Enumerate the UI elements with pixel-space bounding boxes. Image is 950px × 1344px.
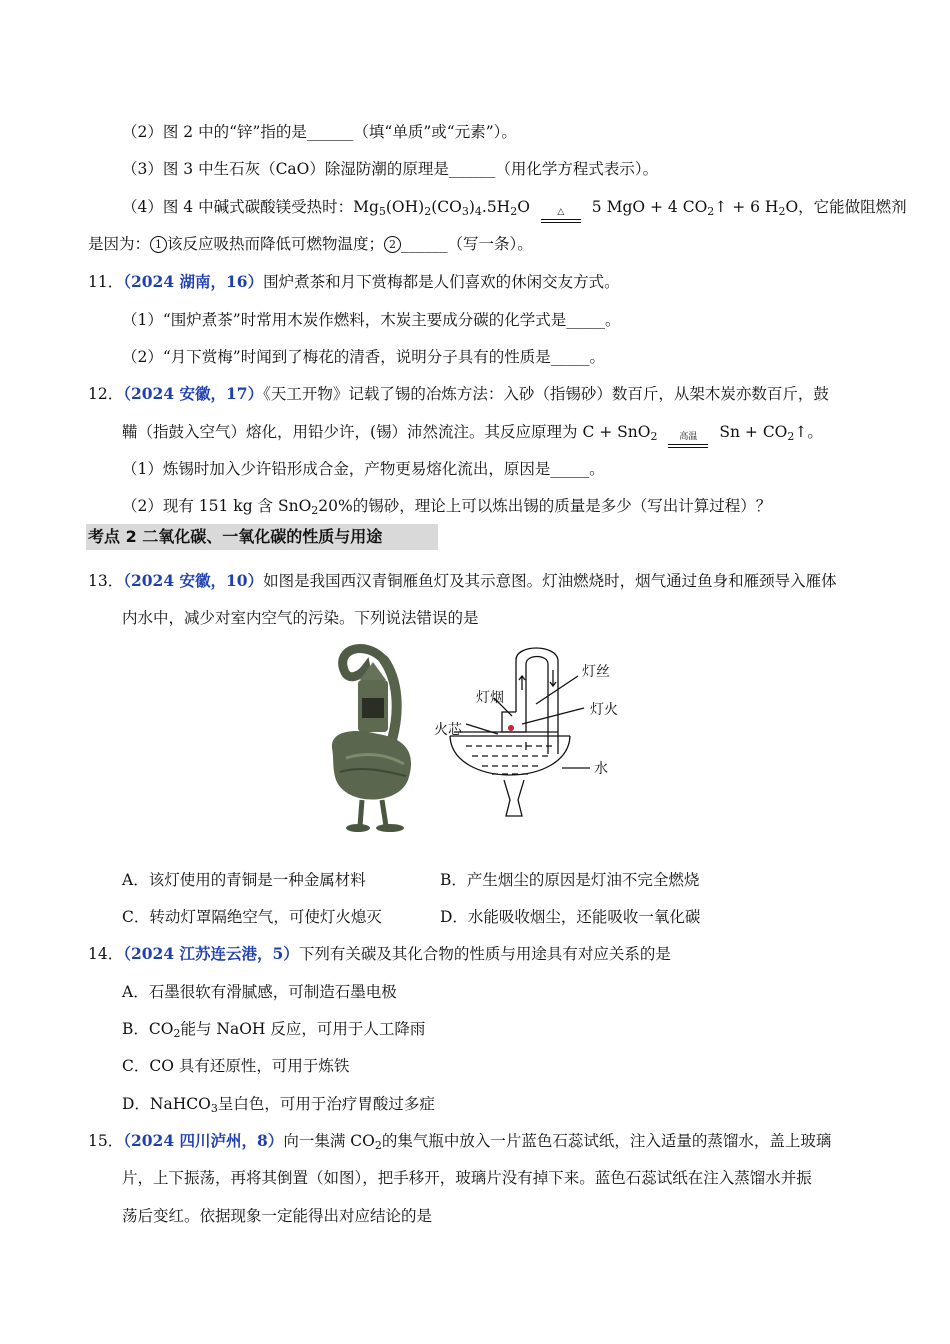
q13-stem-1: 13．（2024 安徽，10）如图是我国西汉青铜雁鱼灯及其示意图。灯油燃烧时，烟气通过鱼身和雁颈导入雁体 — [88, 571, 837, 590]
q14-option-a: A．石墨很软有滑腻感，可制造石墨电极 — [122, 983, 397, 1001]
q12-part-1: （1）炼锡时加入少许铅形成合金，产物更易熔化流出，原因是_____。 — [122, 460, 605, 478]
label-flame: 灯火 — [590, 702, 618, 718]
section-heading: 考点 2 二氧化碳、一氧化碳的性质与用途 — [86, 524, 438, 550]
q12-source: （2024 安徽，17） — [123, 384, 264, 403]
q11-part-1: （1）“围炉煮茶”时常用木炭作燃料，木炭主要成分碳的化学式是_____。 — [122, 311, 621, 329]
q13-option-b: B．产生烟尘的原因是灯油不完全燃烧 — [440, 871, 700, 889]
q15-stem-3: 荡后变红。依据现象一定能得出对应结论的是 — [122, 1207, 433, 1225]
q12-stem-1: 12．（2024 安徽，17）《天工开物》记载了锡的冶炼方法：入砂（指锡砂）数百斤，从架木炭亦数百斤，鼓 — [88, 384, 829, 403]
lamp-schematic — [450, 648, 590, 816]
q10-part-4: （4）图 4 中碱式碳酸镁受热时：$Mg_5(OH)_2(CO_3)_4.5H_2O$ △ 5 MgO + 4 $CO_2↑ + 6$ $H_2O$，它能做阻燃剂 — [122, 197, 907, 223]
q10-part-3: （3）图 3 中生石灰（CaO）除湿防潮的原理是______（用化学方程式表示）。 — [122, 160, 659, 178]
high-temp-condition: 高温 — [668, 432, 708, 448]
lamp-figure — [326, 640, 646, 836]
q14-source: （2024 江苏连云港，5） — [123, 944, 299, 963]
q14-option-c: C．CO 具有还原性，可用于炼铁 — [122, 1057, 350, 1075]
q15-stem-2: 片，上下振荡，再将其倒置（如图），把手移开，玻璃片没有掉下来。蓝色石蕊试纸在注入蒸馏水并振 — [122, 1169, 812, 1187]
lamp-illustration — [326, 640, 646, 836]
q11-part-2: （2）“月下赏梅”时闻到了梅花的清香，说明分子具有的性质是_____。 — [122, 348, 605, 366]
q14-option-b: B．$CO_2$能与 NaOH 反应，可用于人工降雨 — [122, 1020, 426, 1040]
q11-source: （2024 湖南，16） — [123, 272, 264, 291]
bronze-lamp-photo — [332, 649, 411, 832]
circle-1: 1 — [150, 236, 167, 253]
q14-option-d: D．NaHCO$_3$呈白色，可用于治疗胃酸过多症 — [122, 1095, 435, 1115]
q14-stem: 14．（2024 江苏连云港，5）下列有关碳及其化合物的性质与用途具有对应关系的是 — [88, 944, 671, 963]
label-smoke: 灯烟 — [476, 690, 504, 706]
q12-part-2: （2）现有 151 kg 含 SnO$_2$20%的锡砂，理论上可以炼出锡的质量是多少（写出计算过程）？ — [122, 497, 772, 517]
q13-option-a: A．该灯使用的青铜是一种金属材料 — [122, 871, 366, 889]
q13-stem-2: 内水中，减少对室内空气的污染。下列说法错误的是 — [122, 609, 479, 627]
label-core: 火芯 — [434, 722, 462, 738]
q15-source: （2024 四川泸州，8） — [123, 1131, 284, 1150]
q10-part-2: （2）图 2 中的“锌”指的是______（填“单质”或“元素”）。 — [122, 123, 517, 141]
q13-option-d: D．水能吸收烟尘，还能吸收一氧化碳 — [440, 908, 701, 926]
q15-stem-1: 15．（2024 四川泸州，8）向一集满 $CO_2$的集气瓶中放入一片蓝色石蕊试纸，注入适量的蒸馏水，盖上玻璃 — [88, 1131, 832, 1152]
circle-2: 2 — [384, 236, 401, 253]
q10-part-4-line2: 是因为： 1 该反应吸热而降低可燃物温度； 2 ______（写一条）。 — [88, 235, 533, 253]
q13-source: （2024 安徽，10） — [123, 571, 264, 590]
heat-condition: △ — [541, 207, 581, 223]
q13-option-c: C．转动灯罩隔绝空气，可使灯火熄灭 — [122, 908, 382, 926]
label-filament: 灯丝 — [582, 664, 610, 680]
q11-stem: 11．（2024 湖南，16）围炉煮茶和月下赏梅都是人们喜欢的休闲交友方式。 — [88, 272, 620, 291]
flame-dot — [508, 725, 514, 731]
q12-stem-2: 鞴（指鼓入空气）熔化，用铅少许，(锡）沛然流注。其反应原理为 C + SnO$_2$ 高温 $Sn + CO_2↑$。 — [122, 422, 823, 448]
label-water: 水 — [594, 761, 608, 777]
